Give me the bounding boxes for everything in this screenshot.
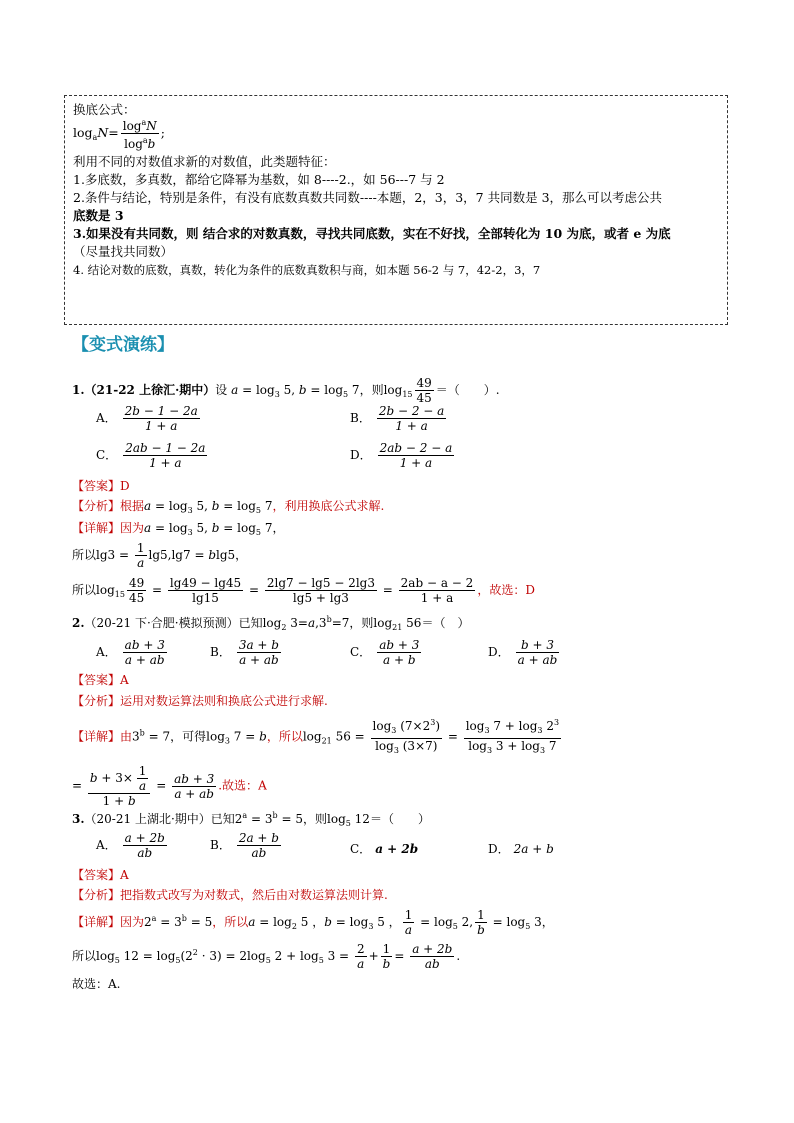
q2-answer: 【答案】A xyxy=(72,673,129,687)
change-of-base-formula: $\log_aN=$ $\frac{\log^aN}{\log^ab}$ ; xyxy=(73,118,165,151)
q3-answer: 【答案】A xyxy=(72,868,129,882)
q1-option-c[interactable]: C． $\frac{2ab - 1 - 2a}{1 + a}$ xyxy=(96,441,206,470)
question-3-stem: 3.（20-21 上湖北·期中）已知$2^a = 3^b = 5$，则$\log_5 12=$（ ） xyxy=(72,811,430,828)
q1-analysis: 【分析】根据$a = \log_3 5$, $b = \log_5 7$，利用换底公式求解. xyxy=(72,499,385,515)
box-line: 1.多底数，多真数，都给它降幂为基数，如 8----2.，如 56---7 与 2 xyxy=(73,172,445,187)
q2-option-d[interactable]: D． $\frac{b + 3}{a + ab}$ xyxy=(488,638,558,667)
q2-step: = b + 3× $\frac{1}{a}$ 1 + b = $\frac{ab + 3}{a + ab}$ .故选：A xyxy=(72,764,267,808)
box-line: 底数是 3 xyxy=(73,208,124,223)
box-title: 换底公式： xyxy=(73,102,136,117)
box-line: 3.如果没有共同数，则 结合求的对数真数，寻找共同底数，实在不好找，全部转化为 10 为底，或者 e 为底 xyxy=(73,226,671,241)
q1-option-a[interactable]: A． $\frac{2b - 1 - 2a}{1 + a}$ xyxy=(96,404,198,433)
section-title: 【变式演练】 xyxy=(72,335,174,355)
q3-detail: 【详解】因为$2^a = 3^b = 5$，所以$a = \log_2 5$ ，$b = \log_3 5$ ， $\frac{1}{a}$ = $\log_5 2$, $\frac{1}{b}$ = $\log_5 3$， xyxy=(72,908,554,937)
box-line: （尽量找共同数） xyxy=(73,244,174,259)
q3-option-b[interactable]: B． $\frac{2a + b}{ab}$ xyxy=(210,831,279,860)
q3-option-a[interactable]: A． $\frac{a + 2b}{ab}$ xyxy=(96,831,165,860)
q2-detail: 【详解】由$3^b = 7$，可得$\log_3 7 = b$，所以$\log_{21} 56$ = $\frac{\log_3 (7\times 2^3)}{\log_3 (3\times 7)}$ = $\frac{\log_3 7 + \log_3 2^3}{\log_3 3 + \log_3 7}$ xyxy=(72,718,560,755)
q2-option-b[interactable]: B． $\frac{3a + b}{a + ab}$ xyxy=(210,638,279,667)
q3-step: 所以$\log_5 12 = \log_5(2^2 \cdot 3) = 2\log_5$ $2 + \log_5 3$ = $\frac{2}{a}$ + $\frac{1}{b}$ = $\frac{a + 2b}{ab}$ . xyxy=(72,942,461,971)
q1-step-1: 所以lg3 = $\frac{1}{a}$ lg5,lg7 = blg5， xyxy=(72,541,248,570)
question-1-stem: 1.（21-22 上徐汇·期中）设 $a = \log_3 5$, $b = \log_5 7$，则$\log_{15}$ $\frac{49}{45}$ ＝（ ）. xyxy=(72,376,500,405)
q3-final: 故选：A. xyxy=(72,977,121,991)
q2-option-a[interactable]: A． $\frac{ab + 3}{a + ab}$ xyxy=(96,638,165,667)
q3-option-d[interactable]: D． 2a + b xyxy=(488,842,554,856)
box-line: 利用不同的对数值求新的对数值，此类题特征： xyxy=(73,154,336,169)
box-line: 2.条件与结论，特别是条件，有没有底数真数共同数----本题，2，3，3，7 共同数是 3，那么可以考虑公共 xyxy=(73,190,663,205)
question-2-stem: 2.（20-21 下·合肥·模拟预测）已知$\log_2 3=a,3^b=7$，则$\log_{21} 56=$（ ） xyxy=(72,615,470,632)
box-line: 4. 结论对数的底数，真数，转化为条件的底数真数积与商，如本题 56-2 与 7，42-2，3，7 xyxy=(73,263,541,277)
q3-option-c[interactable]: C． a + 2b xyxy=(350,842,419,856)
q3-analysis: 【分析】把指数式改写为对数式，然后由对数运算法则计算. xyxy=(72,888,388,902)
q2-option-c[interactable]: C． $\frac{ab + 3}{a + b}$ xyxy=(350,638,420,667)
q1-detail: 【详解】因为$a = \log_3 5$, $b = \log_5 7$， xyxy=(72,521,285,537)
q1-answer: 【答案】D xyxy=(72,479,130,493)
q2-analysis: 【分析】运用对数运算法则和换底公式进行求解. xyxy=(72,694,328,708)
q1-option-d[interactable]: D． $\frac{2ab - 2 - a}{1 + a}$ xyxy=(350,441,453,470)
q1-step-2: 所以$\log_{15}$ $\frac{49}{45}$ = $\frac{\lg 49 - \lg 45}{\lg 15}$ = $\frac{2\lg 7 - \lg 5 - 2\lg 3}{\lg 5 + \lg 3}$ = $\frac{2ab - a - 2}{1 + a}$ ，故选：D xyxy=(72,576,535,605)
q1-option-b[interactable]: B． $\frac{2b - 2 - a}{1 + a}$ xyxy=(350,404,445,433)
method-box xyxy=(64,95,728,325)
